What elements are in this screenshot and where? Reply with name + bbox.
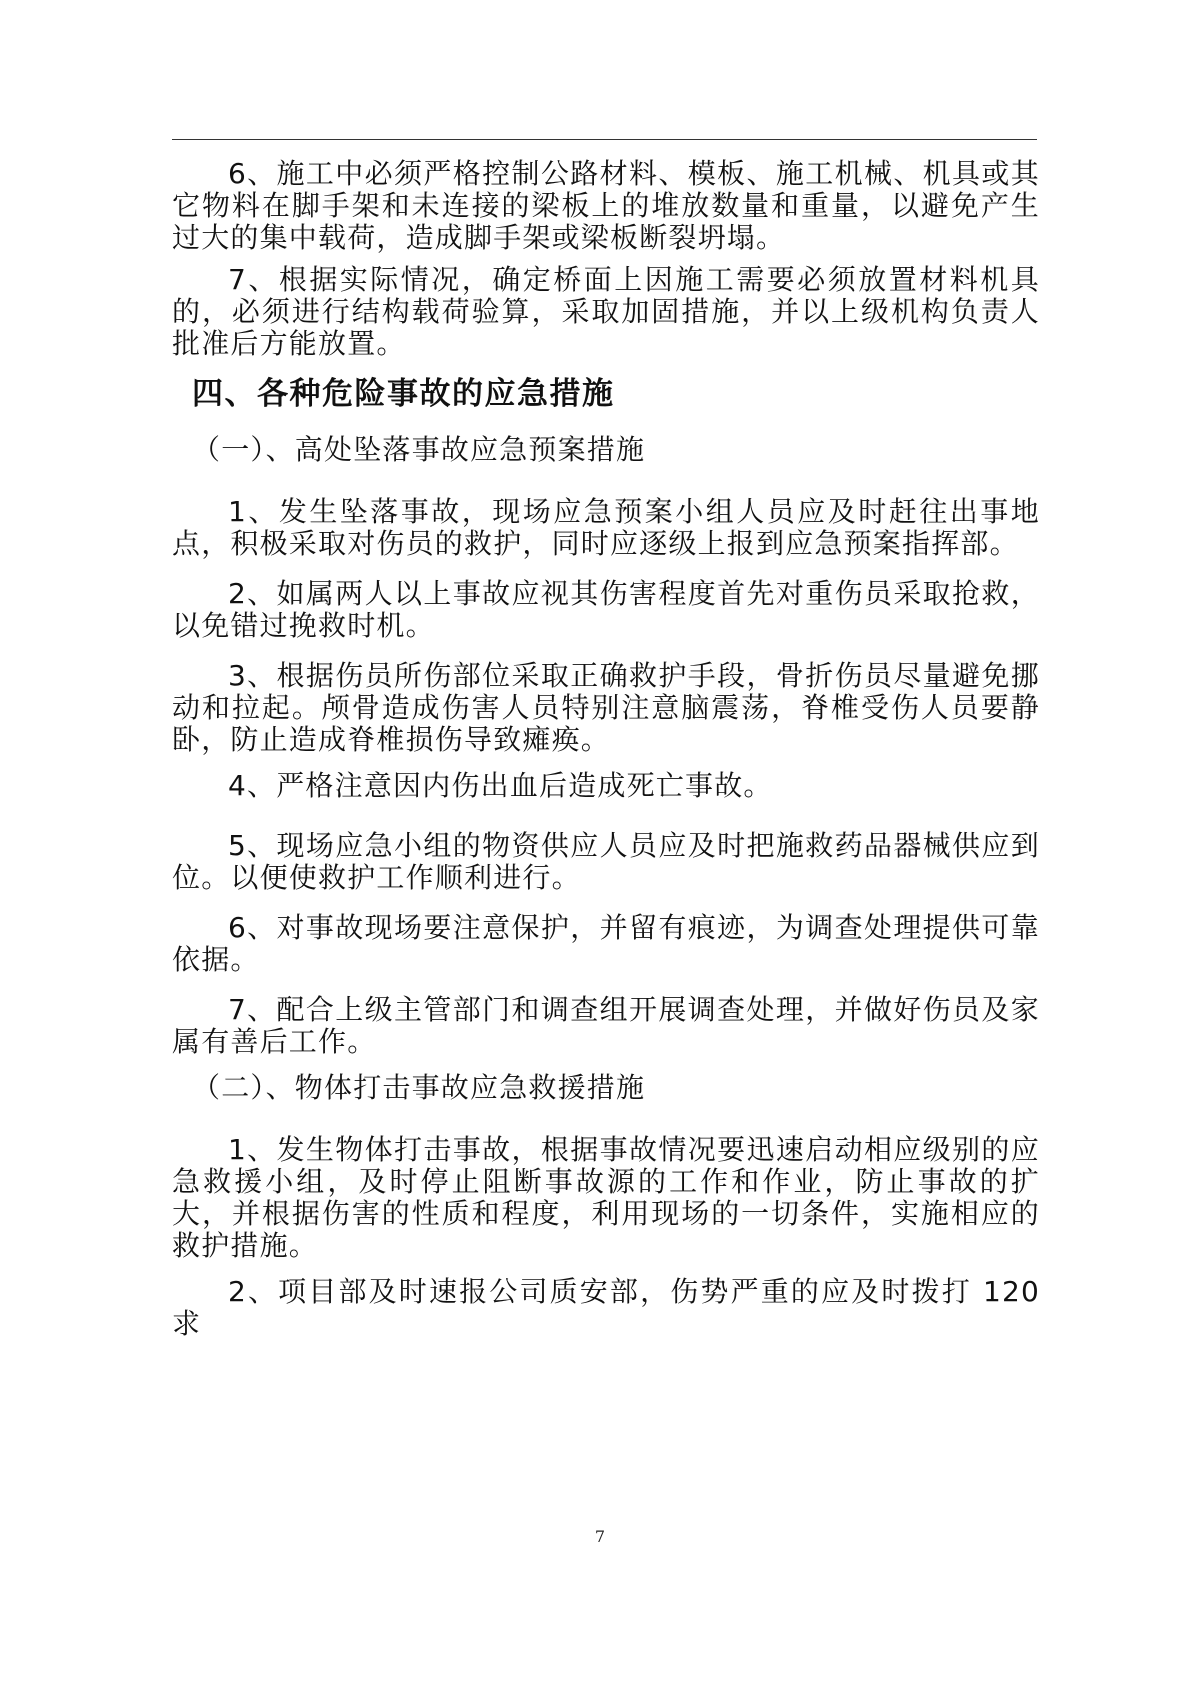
subsection-heading: （一）、高处坠落事故应急预案措施 xyxy=(192,433,646,466)
document-body xyxy=(172,158,1040,1340)
paragraph: 2、项目部及时速报公司质安部，伤势严重的应及时拨打 120 求 xyxy=(172,1275,1040,1340)
paragraph: 5、现场应急小组的物资供应人员应及时把施救药品器械供应到位。以便使救护工作顺利进行。 xyxy=(172,829,1040,894)
paragraph: 3、根据伤员所伤部位采取正确救护手段，骨折伤员尽量避免挪动和拉起。颅骨造成伤害人员特别注意脑震荡，脊椎受伤人员要静卧，防止造成脊椎损伤导致瘫痪。 xyxy=(172,659,1040,756)
paragraph: 1、发生物体打击事故，根据事故情况要迅速启动相应级别的应急救援小组，及时停止阻断事故源的工作和作业，防止事故的扩大，并根据伤害的性质和程度，利用现场的一切条件，实施相应的救护措施。 xyxy=(172,1133,1040,1262)
page-number: 7 xyxy=(594,1527,606,1546)
paragraph: 1、发生坠落事故，现场应急预案小组人员应及时赶往出事地点，积极采取对伤员的救护，同时应逐级上报到应急预案指挥部。 xyxy=(172,495,1040,560)
paragraph: 2、如属两人以上事故应视其伤害程度首先对重伤员采取抢救，以免错过挽救时机。 xyxy=(172,577,1040,642)
paragraph: 7、配合上级主管部门和调查组开展调查处理，并做好伤员及家属有善后工作。 xyxy=(172,993,1040,1058)
paragraph: 6、对事故现场要注意保护，并留有痕迹，为调查处理提供可靠依据。 xyxy=(172,911,1040,976)
paragraph: 4、严格注意因内伤出血后造成死亡事故。 xyxy=(228,769,773,802)
paragraph: 6、施工中必须严格控制公路材料、模板、施工机械、机具或其它物料在脚手架和未连接的梁板上的堆放数量和重量，以避免产生过大的集中载荷，造成脚手架或梁板断裂坍塌。 xyxy=(172,157,1040,254)
paragraph: 7、根据实际情况，确定桥面上因施工需要必须放置材料机具的，必须进行结构载荷验算，采取加固措施，并以上级机构负责人批准后方能放置。 xyxy=(172,263,1040,360)
section-heading: 四、各种危险事故的应急措施 xyxy=(192,376,615,412)
subsection-heading: （二）、物体打击事故应急救援措施 xyxy=(192,1071,646,1104)
header-rule xyxy=(172,139,1037,140)
